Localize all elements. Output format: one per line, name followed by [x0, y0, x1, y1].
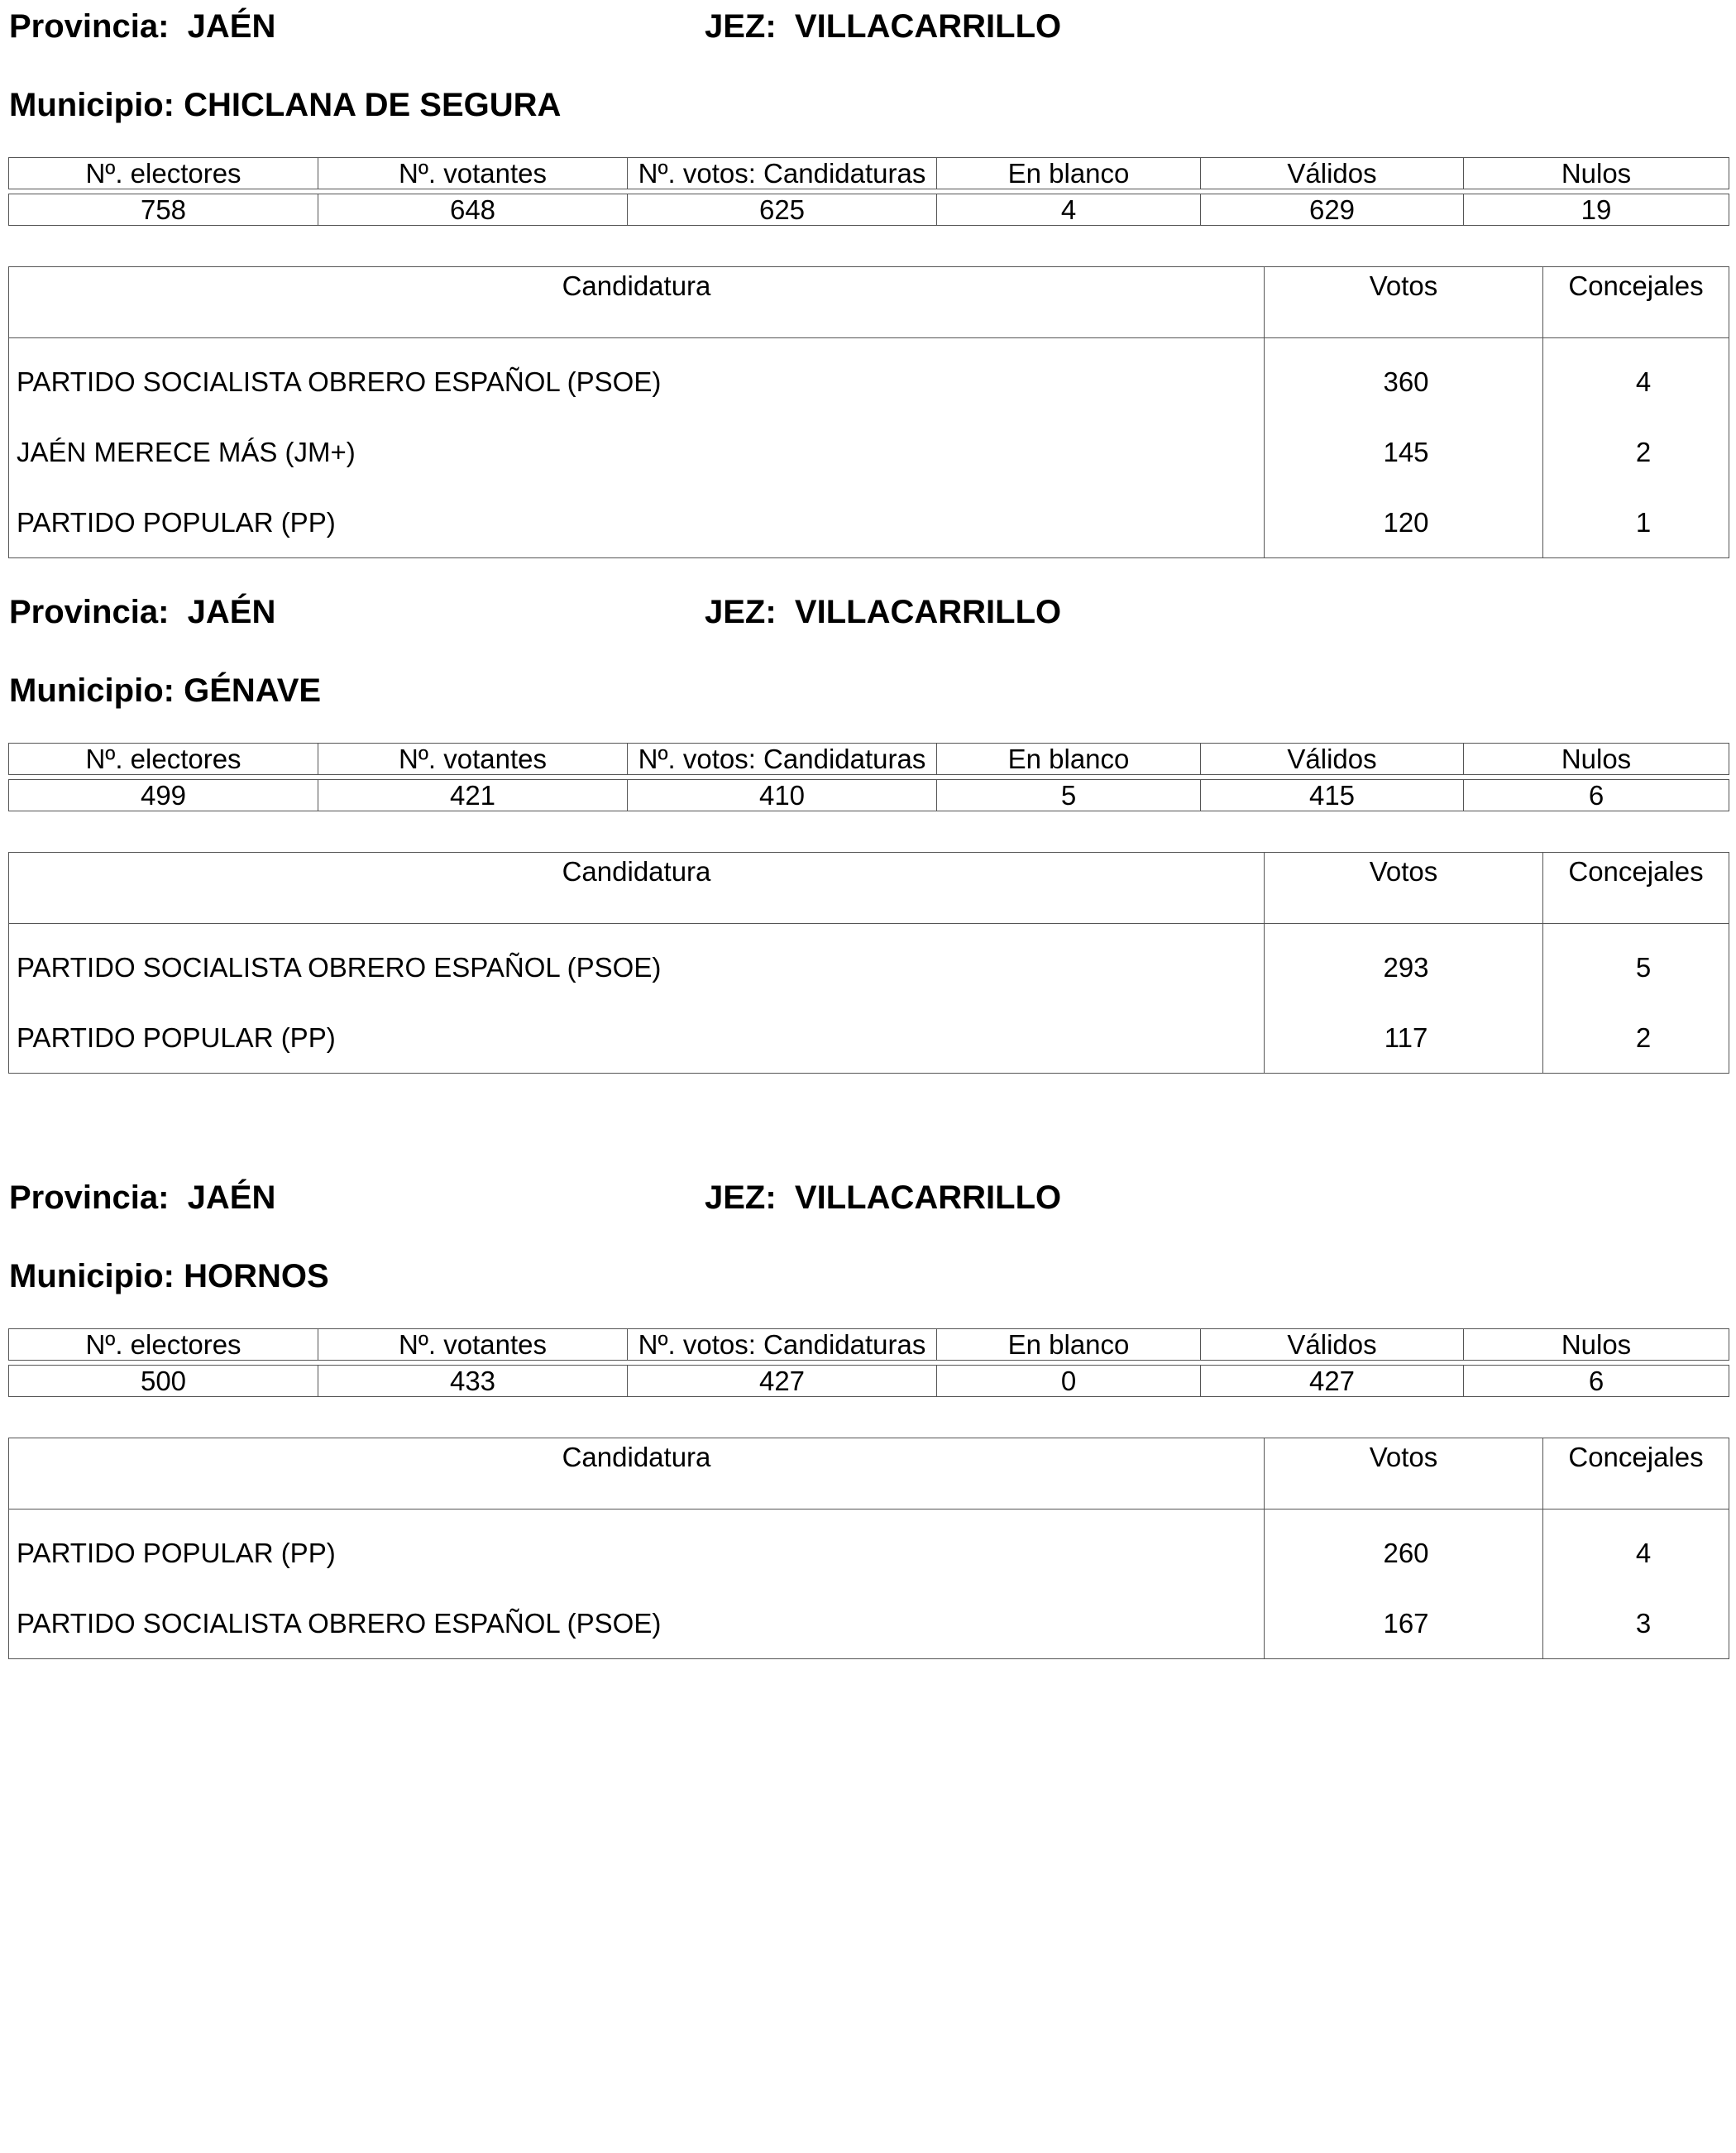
candidaturas-table	[8, 852, 1729, 1074]
candidatura-votos: 117	[1265, 1002, 1543, 1074]
header-validos: Válidos	[1201, 158, 1464, 189]
header-validos: Válidos	[1201, 1329, 1464, 1361]
value-validos: 415	[1201, 780, 1464, 811]
candidatura-name: JAÉN MERECE MÁS (JM+)	[9, 417, 1265, 487]
header-concejales: Concejales	[1543, 267, 1729, 338]
candidatura-name: PARTIDO POPULAR (PP)	[9, 1509, 1265, 1589]
value-votantes: 433	[318, 1366, 628, 1397]
stats-values-table	[8, 779, 1729, 811]
stats-header-table	[8, 743, 1729, 775]
table-row	[9, 1002, 1729, 1074]
value-en-blanco: 4	[937, 194, 1201, 226]
candidatura-name: PARTIDO POPULAR (PP)	[9, 1002, 1265, 1074]
jez-heading: JEZ: VILLACARRILLO	[705, 8, 1062, 45]
candidatura-votos: 145	[1265, 417, 1543, 487]
candidatura-concejales: 2	[1543, 417, 1729, 487]
value-electores: 499	[9, 780, 318, 811]
stats-values-table	[8, 1365, 1729, 1397]
municipality-section	[0, 586, 1736, 1165]
header-electores: Nº. electores	[9, 158, 318, 189]
candidatura-votos: 167	[1265, 1588, 1543, 1659]
candidatura-concejales: 5	[1543, 924, 1729, 1003]
candidatura-votos: 293	[1265, 924, 1543, 1003]
candidatura-votos: 260	[1265, 1509, 1543, 1589]
table-row	[9, 338, 1729, 418]
candidaturas-table	[8, 266, 1729, 558]
candidatura-name: PARTIDO POPULAR (PP)	[9, 487, 1265, 558]
header-candidatura: Candidatura	[9, 1438, 1265, 1509]
provincia-heading: Provincia: JAÉN	[9, 1179, 276, 1216]
table-row	[9, 487, 1729, 558]
value-validos: 427	[1201, 1366, 1464, 1397]
header-electores: Nº. electores	[9, 1329, 318, 1361]
municipio-heading: Municipio: CHICLANA DE SEGURA	[9, 87, 562, 123]
value-votantes: 648	[318, 194, 628, 226]
header-candidatura: Candidatura	[9, 853, 1265, 924]
candidatura-votos: 360	[1265, 338, 1543, 418]
value-nulos: 6	[1464, 780, 1729, 811]
table-row	[9, 1509, 1729, 1589]
provincia-heading: Provincia: JAÉN	[9, 594, 276, 630]
municipality-section	[0, 0, 1736, 579]
header-votantes: Nº. votantes	[318, 1329, 628, 1361]
municipio-heading: Municipio: GÉNAVE	[9, 672, 322, 709]
value-votos-candidaturas: 625	[628, 194, 937, 226]
stats-header-table	[8, 157, 1729, 189]
header-nulos: Nulos	[1464, 744, 1729, 775]
value-votantes: 421	[318, 780, 628, 811]
header-votantes: Nº. votantes	[318, 158, 628, 189]
header-nulos: Nulos	[1464, 158, 1729, 189]
candidatura-concejales: 4	[1543, 1509, 1729, 1589]
header-en-blanco: En blanco	[937, 1329, 1201, 1361]
value-electores: 500	[9, 1366, 318, 1397]
provincia-heading: Provincia: JAÉN	[9, 8, 276, 45]
value-nulos: 19	[1464, 194, 1729, 226]
value-validos: 629	[1201, 194, 1464, 226]
header-votos: Votos	[1265, 853, 1543, 924]
value-en-blanco: 0	[937, 1366, 1201, 1397]
value-en-blanco: 5	[937, 780, 1201, 811]
table-row	[9, 417, 1729, 487]
header-en-blanco: En blanco	[937, 158, 1201, 189]
header-validos: Válidos	[1201, 744, 1464, 775]
header-nulos: Nulos	[1464, 1329, 1729, 1361]
header-votos: Votos	[1265, 1438, 1543, 1509]
header-votos-candidaturas: Nº. votos: Candidaturas	[628, 158, 937, 189]
table-row	[9, 924, 1729, 1003]
candidatura-concejales: 4	[1543, 338, 1729, 418]
header-concejales: Concejales	[1543, 853, 1729, 924]
candidatura-votos: 120	[1265, 487, 1543, 558]
header-en-blanco: En blanco	[937, 744, 1201, 775]
value-votos-candidaturas: 427	[628, 1366, 937, 1397]
header-votantes: Nº. votantes	[318, 744, 628, 775]
header-concejales: Concejales	[1543, 1438, 1729, 1509]
value-nulos: 6	[1464, 1366, 1729, 1397]
municipality-section	[0, 1171, 1736, 1750]
header-votos-candidaturas: Nº. votos: Candidaturas	[628, 1329, 937, 1361]
header-candidatura: Candidatura	[9, 267, 1265, 338]
jez-heading: JEZ: VILLACARRILLO	[705, 1179, 1062, 1216]
value-electores: 758	[9, 194, 318, 226]
stats-header-table	[8, 1328, 1729, 1361]
header-votos-candidaturas: Nº. votos: Candidaturas	[628, 744, 937, 775]
stats-values-table	[8, 194, 1729, 226]
candidatura-concejales: 1	[1543, 487, 1729, 558]
candidatura-name: PARTIDO SOCIALISTA OBRERO ESPAÑOL (PSOE)	[9, 1588, 1265, 1659]
candidatura-concejales: 3	[1543, 1588, 1729, 1659]
candidatura-name: PARTIDO SOCIALISTA OBRERO ESPAÑOL (PSOE)	[9, 338, 1265, 418]
value-votos-candidaturas: 410	[628, 780, 937, 811]
table-row	[9, 1588, 1729, 1659]
candidaturas-table	[8, 1438, 1729, 1659]
municipio-heading: Municipio: HORNOS	[9, 1258, 329, 1294]
header-votos: Votos	[1265, 267, 1543, 338]
jez-heading: JEZ: VILLACARRILLO	[705, 594, 1062, 630]
candidatura-name: PARTIDO SOCIALISTA OBRERO ESPAÑOL (PSOE)	[9, 924, 1265, 1003]
header-electores: Nº. electores	[9, 744, 318, 775]
candidatura-concejales: 2	[1543, 1002, 1729, 1074]
